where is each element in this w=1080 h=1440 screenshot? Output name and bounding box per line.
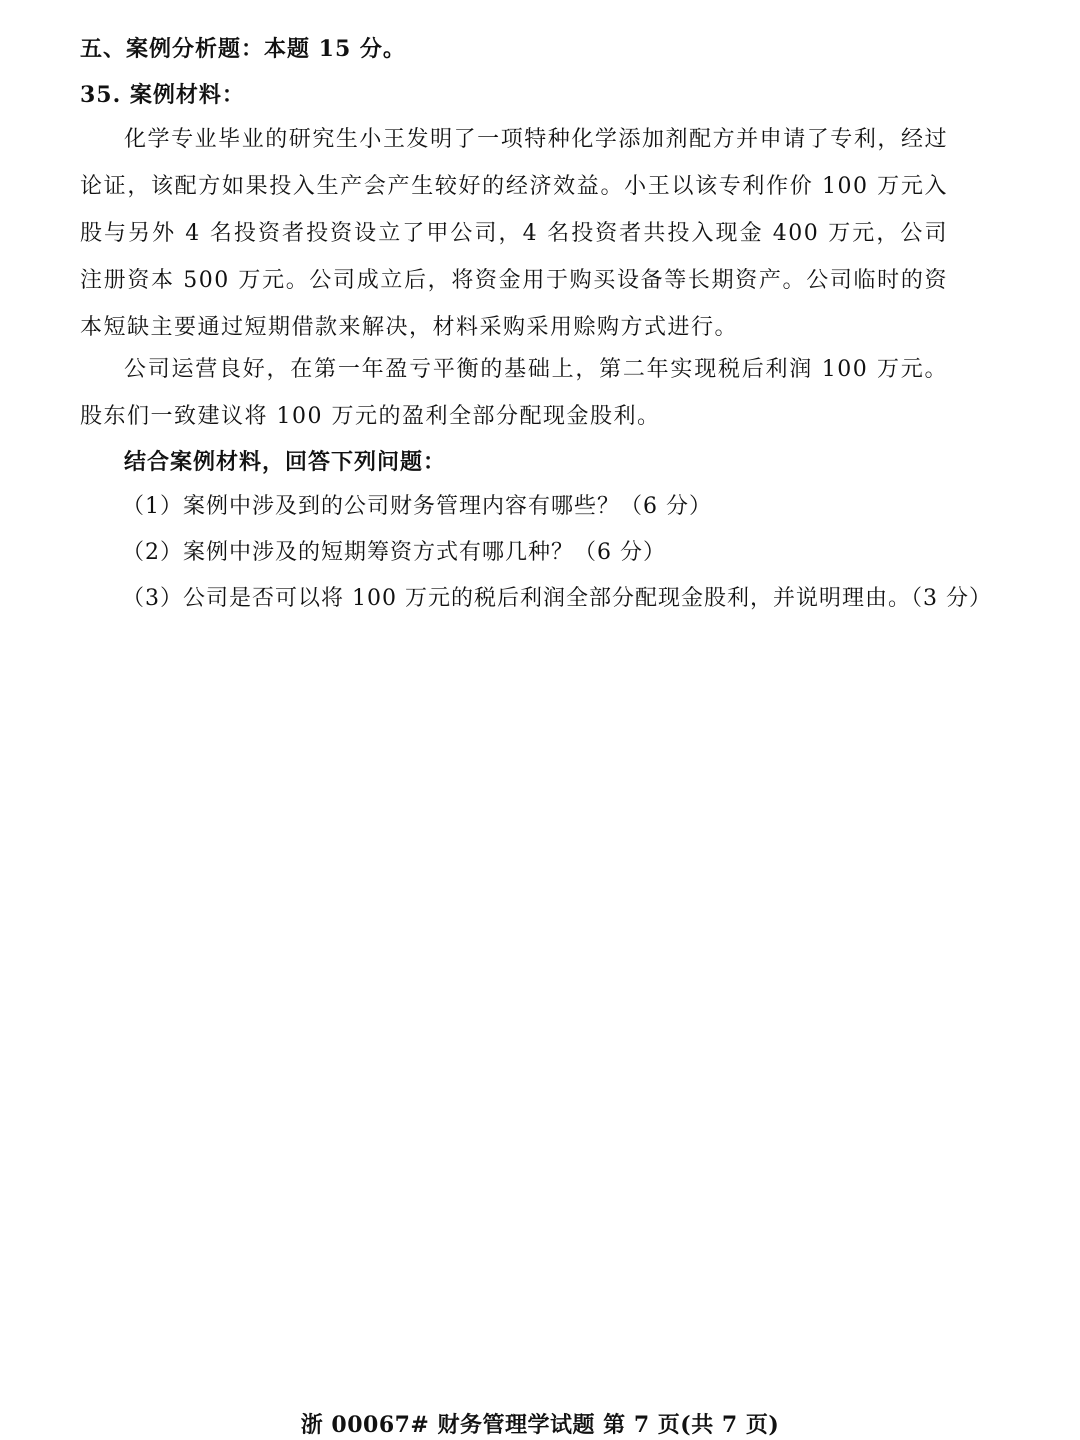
subquestion-2: （2）案例中涉及的短期筹资方式有哪几种？（6 分）	[122, 540, 666, 565]
question-number-label: 35. 案例材料：	[80, 82, 245, 108]
section-title: 五、案例分析题：本题 15 分。	[80, 36, 406, 62]
case-paragraph-2: 公司运营良好，在第一年盈亏平衡的基础上，第二年实现税后利润 100 万元。股东们一致建议将 100 万元的盈利全部分配现金股利。	[80, 357, 948, 429]
subquestion-1: （1）案例中涉及到的公司财务管理内容有哪些？（6 分）	[122, 494, 712, 519]
subquestion-3: （3）公司是否可以将 100 万元的税后利润全部分配现金股利，并说明理由。（3 分）	[122, 586, 992, 611]
case-paragraph-1: 化学专业毕业的研究生小王发明了一项特种化学添加剂配方并申请了专利，经过论证，该配方如果投入生产会产生较好的经济效益。小王以该专利作价 100 万元入股与另外 4 名投资者投资设立了甲公司，4 名投资者共投入现金 400 万元，公司注册资本 500 万元。公司成立后，将资金用于购买设备等长期资产。公司临时的资本短缺主要通过短期借款来解决，材料采购采用赊购方式进行。	[80, 127, 948, 340]
question-prompt: 结合案例材料，回答下列问题：	[124, 449, 447, 475]
page-footer: 浙 00067# 财务管理学试题 第 7 页(共 7 页)	[300, 1412, 780, 1438]
